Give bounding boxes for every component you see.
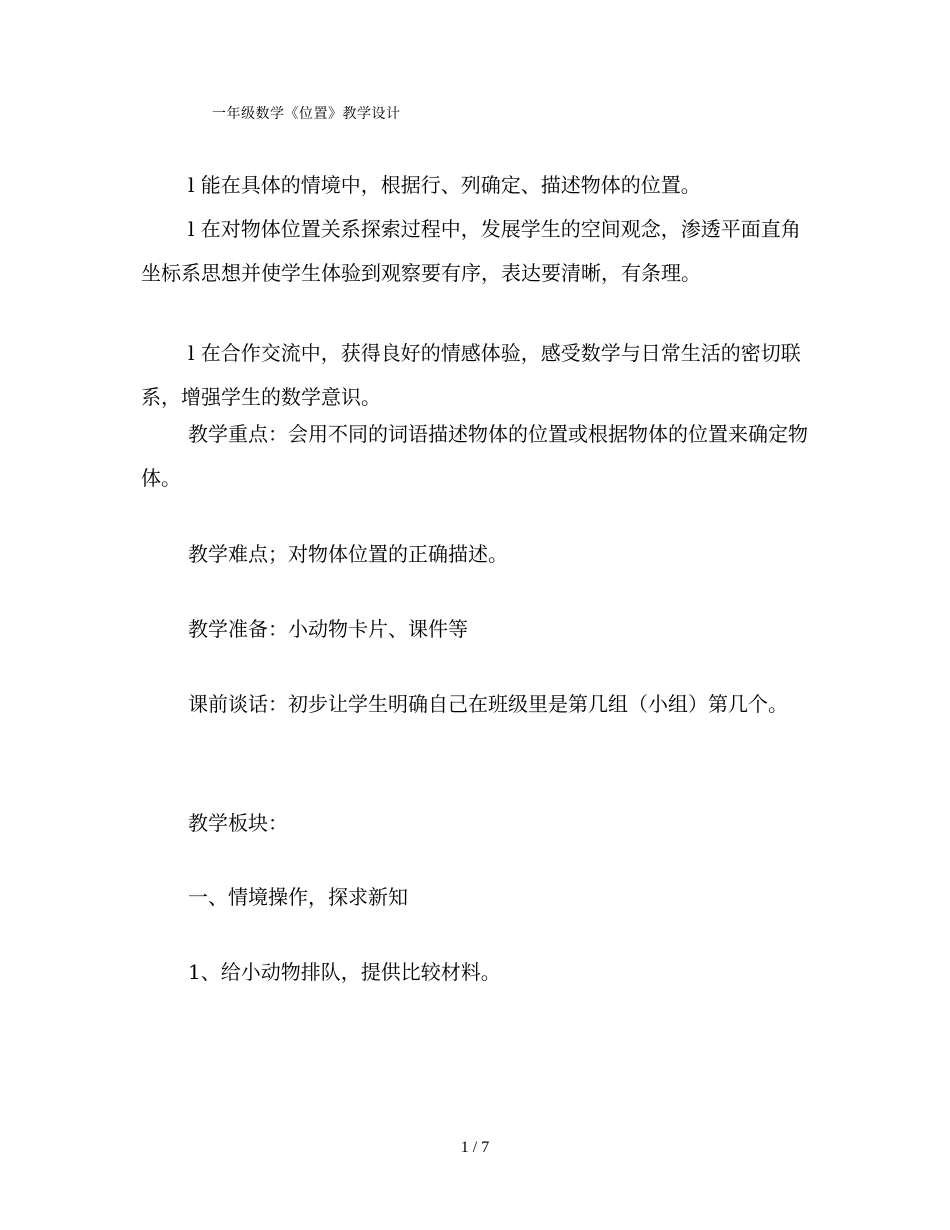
- teaching-difficulty-paragraph: 教学难点；对物体位置的正确描述。: [188, 542, 508, 566]
- teaching-focus-paragraph: 教学重点：会用不同的词语描述物体的位置或根据物体的位置来确定物体。: [141, 422, 808, 490]
- objective-paragraph-2: l 在对物体位置关系探索过程中，发展学生的空间观念，渗透平面直角坐标系思想并使学生体验到观察要有序，表达要清晰，有条理。: [141, 217, 801, 285]
- section-one-heading: 一、情境操作，探求新知: [188, 885, 408, 909]
- step-one-paragraph: 1、给小动物排队，提供比较材料。: [188, 960, 501, 984]
- objective-paragraph-3: l 在合作交流中，获得良好的情感体验，感受数学与日常生活的密切联系，增强学生的数学意识。: [141, 341, 801, 409]
- teaching-preparation-paragraph: 教学准备：小动物卡片、课件等: [188, 617, 468, 641]
- objective-paragraph-1: l 能在具体的情境中，根据行、列确定、描述物体的位置。: [188, 173, 701, 197]
- page-number: 1 / 7: [460, 1139, 490, 1156]
- pre-class-talk-paragraph: 课前谈话：初步让学生明确自己在班级里是第几组（小组）第几个。: [188, 692, 788, 716]
- teaching-sections-heading: 教学板块：: [188, 811, 288, 835]
- document-header: 一年级数学《位置》教学设计: [212, 106, 401, 122]
